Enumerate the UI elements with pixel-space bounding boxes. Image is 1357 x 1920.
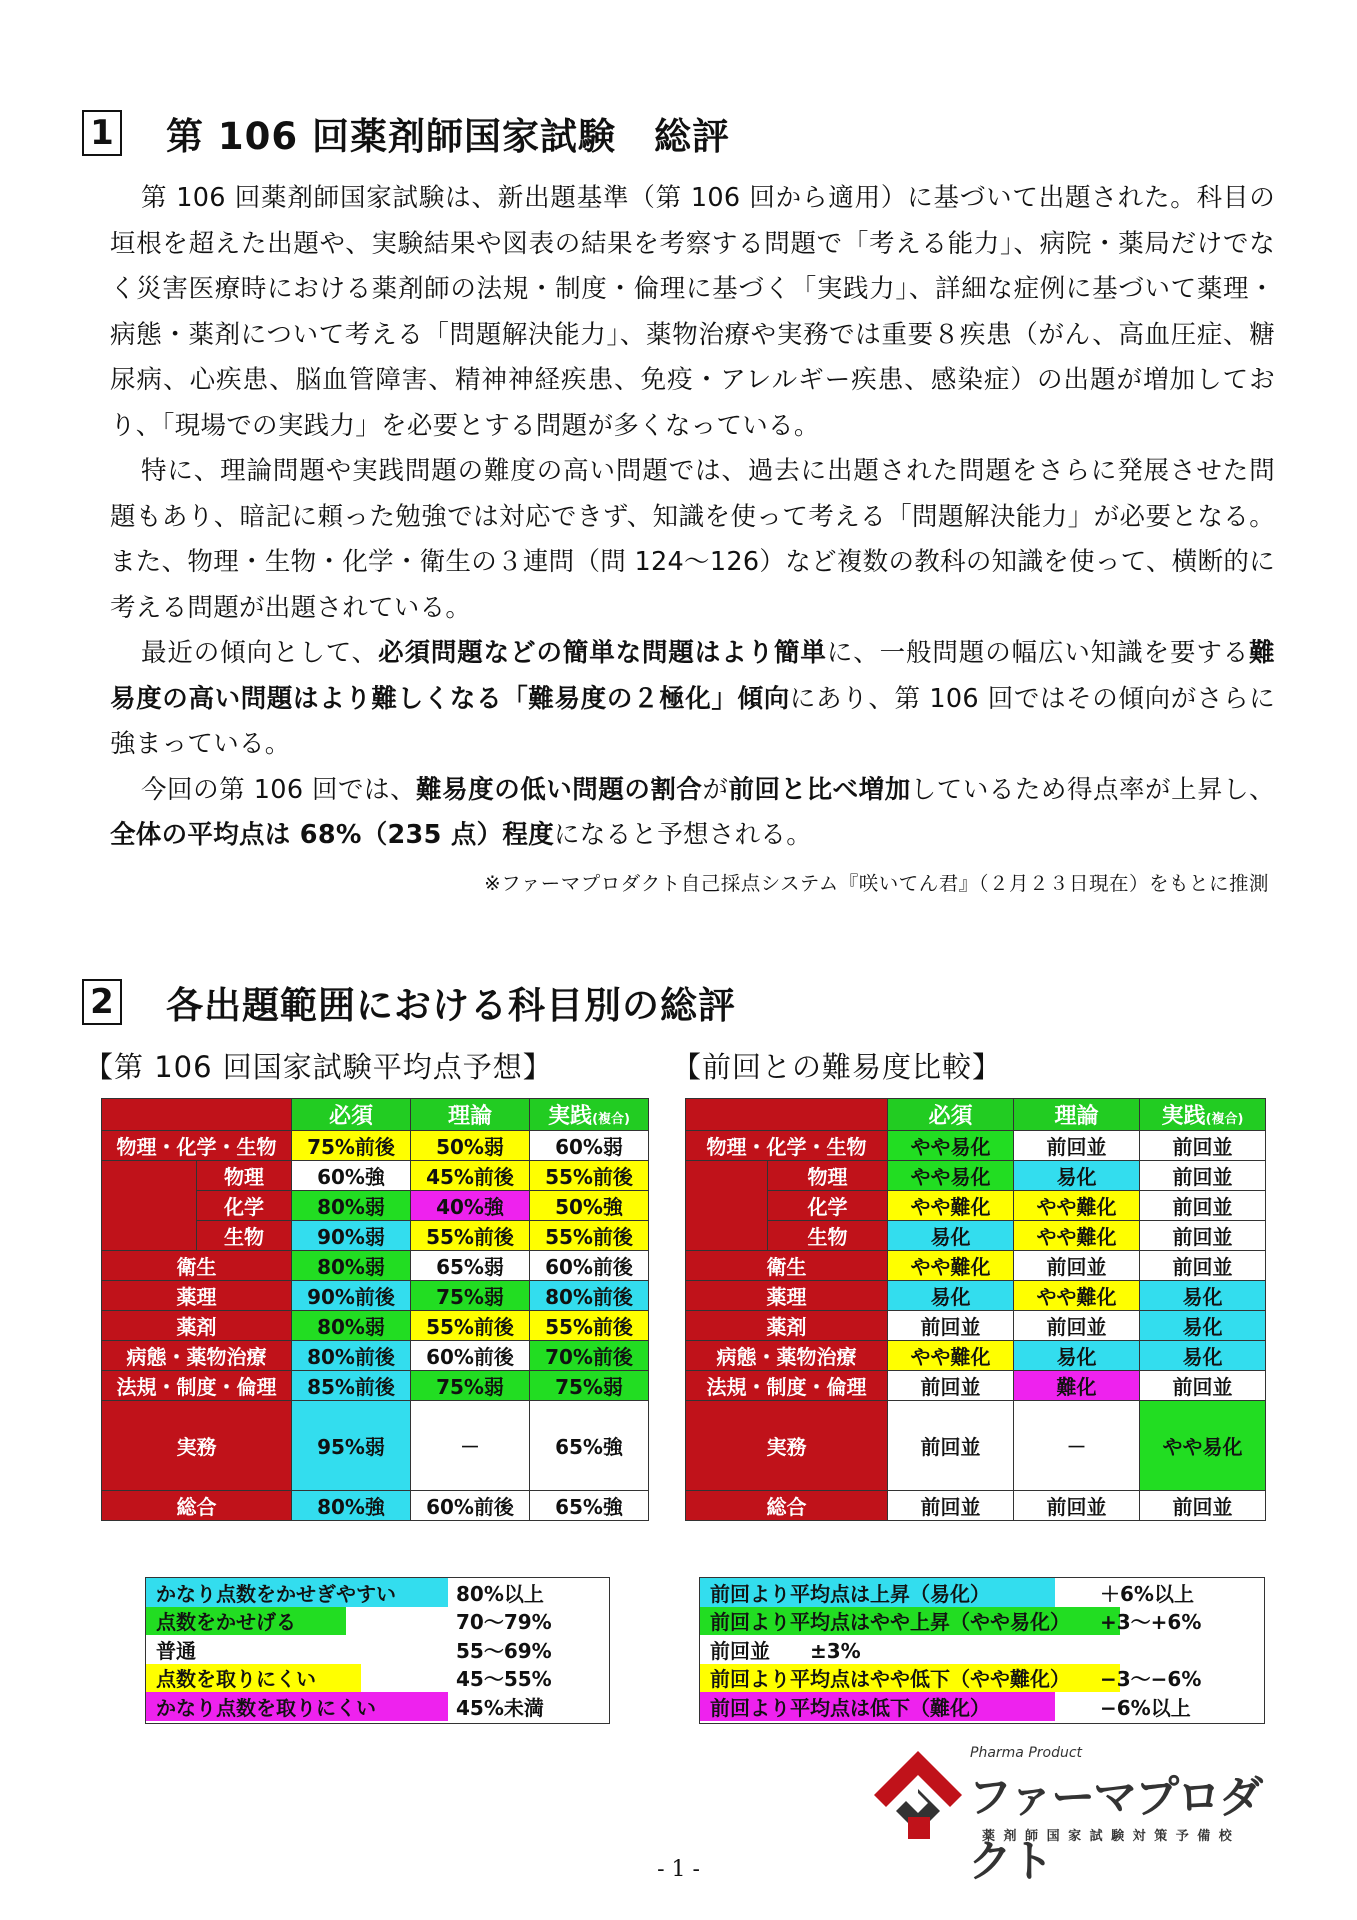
table-cell: 75%前後: [292, 1131, 411, 1161]
table-cell: やや難化: [1014, 1191, 1140, 1221]
body-text: 第 106 回薬剤師国家試験は、新出題基準（第 106 回から適用）に基づいて出題された。科目の垣根を超えた出題や、実験結果や図表の結果を考察する問題で「考える能力」、病院・薬局だけでなく災害医療時における薬剤師の法規・制度・倫理に基づく「実践力」、詳細な症例に基づいて薬理・病態・薬剤について考える「問題解決能力」、薬物治療や実務では重要８疾患（がん、高血圧症、糖尿病、心疾患、脳血管障害、精神神経疾患、免疫・アレルギー疾患、感染症）の出題が増加しており、「現場での実践力」を必要とする問題が多くなっている。: [110, 183, 1275, 441]
body-text: 特に、理論問題や実践問題の難度の高い問題では、過去に出題された問題をさらに発展させた問題もあり、暗記に頼った勉強では対応できず、知識を使って考える「問題解決能力」が必要となる。また、物理・生物・化学・衛生の３連問（問 124～126）など複数の教科の知識を使って、横断的に考える問題が出題されている。: [110, 456, 1275, 623]
table-cell: 75%弱: [530, 1371, 649, 1401]
table-cell: 60%前後: [530, 1251, 649, 1281]
logo-sub-text: 薬 剤 師 国 家 試 験 対 策 予 備 校: [982, 1829, 1234, 1844]
table-cell: 前回並: [1140, 1251, 1266, 1281]
header-blank: [686, 1099, 888, 1131]
table-row: [102, 1371, 649, 1401]
column-header: [411, 1099, 530, 1131]
table-cell: 前回並: [1140, 1191, 1266, 1221]
table-cell: 前回並: [888, 1371, 1014, 1401]
table-cell: 75%弱: [411, 1371, 530, 1401]
table-cell: やや難化: [1014, 1281, 1140, 1311]
table-cell: 80%弱: [292, 1311, 411, 1341]
table-cell: 55%前後: [530, 1311, 649, 1341]
table-cell: やや難化: [888, 1191, 1014, 1221]
row-label: 薬剤: [102, 1311, 292, 1341]
table-row: [686, 1191, 1266, 1221]
column-header: [1014, 1099, 1140, 1131]
legend-row: [700, 1664, 1264, 1693]
table-row: [102, 1131, 649, 1161]
legend-row: [700, 1692, 1264, 1721]
legend-row: [146, 1578, 609, 1607]
table-cell: 易化: [1140, 1281, 1266, 1311]
table-cell: 45%前後: [411, 1161, 530, 1191]
legend-value: ＋6%以上: [1100, 1581, 1194, 1606]
legend-label: 前回より平均点はやや低下（やや難化）: [700, 1664, 1120, 1693]
legend-label: 普通: [146, 1635, 196, 1664]
header-blank: [102, 1099, 292, 1131]
column-header: [292, 1099, 411, 1131]
section1-body: [110, 176, 1275, 859]
table-row: [102, 1401, 649, 1491]
legend-label: 前回より平均点はやや上昇（やや易化）: [700, 1607, 1120, 1636]
row-label: 物理: [768, 1161, 888, 1191]
row-label: 物理・化学・生物: [686, 1131, 888, 1161]
legend-label: 点数を取りにくい: [146, 1664, 361, 1693]
pharma-product-logo: [870, 1745, 1290, 1887]
section-number: 2: [82, 979, 122, 1025]
legend-row: [700, 1607, 1264, 1636]
table-cell: 55%前後: [530, 1221, 649, 1251]
page-number: - 1 -: [657, 1857, 700, 1882]
table-cell: 前回並: [1140, 1161, 1266, 1191]
difficulty-comparison-table: [685, 1098, 1266, 1521]
body-text: にあり、第 106 回ではその傾向がさらに強まっている。: [110, 683, 1275, 759]
table-row: [102, 1341, 649, 1371]
table-cell: 前回並: [888, 1311, 1014, 1341]
column-header-label: 理論: [447, 1104, 492, 1129]
table-row: [102, 1221, 649, 1251]
row-label: 病態・薬物治療: [102, 1341, 292, 1371]
legend-row: [700, 1578, 1264, 1607]
table-cell: 50%弱: [411, 1131, 530, 1161]
logo-main-text: ファーマプロダクト: [968, 1772, 1262, 1887]
table-cell: 易化: [1014, 1341, 1140, 1371]
table-cell: やや易化: [1140, 1401, 1266, 1491]
row-label: 物理・化学・生物: [102, 1131, 292, 1161]
table-cell: 前回並: [1014, 1251, 1140, 1281]
legend-value: −3～−6%: [1100, 1667, 1202, 1692]
table-row: [686, 1251, 1266, 1281]
table-row: [686, 1221, 1266, 1251]
table-cell: 85%前後: [292, 1371, 411, 1401]
legend-value: −6%以上: [1100, 1695, 1191, 1720]
row-label: 化学: [768, 1191, 888, 1221]
row-label: 物理: [197, 1161, 292, 1191]
column-header: [888, 1099, 1014, 1131]
table-cell: 前回並: [1014, 1131, 1140, 1161]
body-paragraph: [110, 768, 1275, 859]
legend-row: [146, 1607, 609, 1636]
column-header-suffix: (複合): [1205, 1112, 1244, 1127]
row-label: 総合: [686, 1491, 888, 1521]
table-cell: 難化: [1014, 1371, 1140, 1401]
table-cell: 65%強: [530, 1491, 649, 1521]
table-row: [102, 1491, 649, 1521]
left-table-title: 【第 106 回国家試験平均点予想】: [84, 1050, 553, 1084]
table-cell: 前回並: [1140, 1491, 1266, 1521]
row-group-spacer: [686, 1221, 768, 1251]
row-group-spacer: [686, 1191, 768, 1221]
logo-small-text: Pharma Product: [970, 1745, 1083, 1761]
column-header-suffix: (複合): [592, 1112, 630, 1127]
section-title: 第 106 回薬剤師国家試験 総評: [166, 115, 730, 158]
table-cell: やや易化: [888, 1131, 1014, 1161]
table-row: [102, 1251, 649, 1281]
body-text: に、一般問題の幅広い知識を要する: [826, 638, 1250, 668]
table-cell: 80%前後: [530, 1281, 649, 1311]
legend-value: 45%未満: [456, 1695, 544, 1720]
column-header-label: 実践: [548, 1104, 593, 1129]
table-cell: －: [1014, 1401, 1140, 1491]
row-label: 総合: [102, 1491, 292, 1521]
row-label: 実務: [686, 1401, 888, 1491]
table-row: [102, 1281, 649, 1311]
table-row: [102, 1191, 649, 1221]
table-cell: 55%前後: [411, 1221, 530, 1251]
row-label: 薬理: [102, 1281, 292, 1311]
table-cell: 80%強: [292, 1491, 411, 1521]
table-cell: 80%弱: [292, 1191, 411, 1221]
table-cell: やや難化: [888, 1341, 1014, 1371]
table-cell: 前回並: [1014, 1311, 1140, 1341]
table-cell: 50%強: [530, 1191, 649, 1221]
table-cell: 易化: [1140, 1311, 1266, 1341]
table-cell: 40%強: [411, 1191, 530, 1221]
table-cell: 前回並: [888, 1401, 1014, 1491]
table-cell: やや難化: [888, 1251, 1014, 1281]
emphasis-text: 前回と比べ増加: [728, 774, 911, 805]
right-table-title: 【前回との難易度比較】: [672, 1050, 1003, 1084]
table-cell: 55%前後: [411, 1311, 530, 1341]
row-label: 生物: [197, 1221, 292, 1251]
column-header-label: 必須: [328, 1104, 373, 1129]
table-cell: 95%弱: [292, 1401, 411, 1491]
table-cell: －: [411, 1401, 530, 1491]
emphasis-text: 難易度の低い問題の割合: [416, 774, 703, 805]
body-text: 今回の第 106 回では、: [141, 774, 417, 805]
row-label: 法規・制度・倫理: [102, 1371, 292, 1401]
emphasis-text: 難易度の高い問題はより難しくなる「難易度の２極化」傾向: [110, 638, 1275, 714]
row-label: 衛生: [686, 1251, 888, 1281]
row-label: 薬剤: [686, 1311, 888, 1341]
row-group-spacer: [686, 1161, 768, 1191]
table-row: [686, 1401, 1266, 1491]
legend-row: [146, 1692, 609, 1721]
emphasis-text: 必須問題などの簡単な問題はより簡単: [378, 638, 827, 668]
table-row: [102, 1161, 649, 1191]
column-header-label: 必須: [928, 1104, 973, 1129]
section2-heading: [82, 975, 736, 1029]
row-label: 衛生: [102, 1251, 292, 1281]
legend-row: [700, 1635, 1264, 1664]
legend-label: 点数をかせげる: [146, 1607, 346, 1636]
table-cell: 易化: [1140, 1341, 1266, 1371]
row-label: 法規・制度・倫理: [686, 1371, 888, 1401]
table-cell: やや難化: [1014, 1221, 1140, 1251]
legend-label: 前回より平均点は上昇（易化）: [700, 1578, 1055, 1607]
estimation-note: ※ファーマプロダクト自己採点システム『咲いてん君』（２月２３日現在）をもとに推測: [484, 872, 1269, 895]
table-cell: 70%前後: [530, 1341, 649, 1371]
legend-label: 前回より平均点は低下（難化）: [700, 1692, 1055, 1721]
table-row: [686, 1131, 1266, 1161]
table-cell: 前回並: [1014, 1491, 1140, 1521]
section1-heading: [82, 106, 730, 160]
table-cell: 55%前後: [530, 1161, 649, 1191]
table-cell: 60%強: [292, 1161, 411, 1191]
body-text: 最近の傾向として、: [141, 638, 379, 668]
legend-label: 前回並 ±3%: [700, 1635, 861, 1664]
table-row: [686, 1371, 1266, 1401]
table-cell: 易化: [888, 1281, 1014, 1311]
table-cell: 60%前後: [411, 1491, 530, 1521]
row-label: 化学: [197, 1191, 292, 1221]
score-legend: [145, 1577, 610, 1724]
emphasis-text: 全体の平均点は 68%（235 点）程度: [110, 820, 555, 850]
column-header-label: 理論: [1054, 1104, 1099, 1129]
table-row: [686, 1341, 1266, 1371]
average-score-table: [101, 1098, 649, 1521]
row-group-spacer: [102, 1221, 197, 1251]
section-number: 1: [82, 110, 122, 156]
table-row: [686, 1491, 1266, 1521]
table-cell: 90%弱: [292, 1221, 411, 1251]
table-row: [686, 1161, 1266, 1191]
legend-value: 70～79%: [456, 1610, 552, 1635]
table-cell: 90%前後: [292, 1281, 411, 1311]
legend-value: +3～+6%: [1100, 1610, 1202, 1635]
row-label: 薬理: [686, 1281, 888, 1311]
row-group-spacer: [102, 1191, 197, 1221]
table-row: [686, 1311, 1266, 1341]
column-header-label: 実践: [1161, 1104, 1206, 1129]
body-text: が: [702, 774, 729, 805]
table-cell: 前回並: [1140, 1371, 1266, 1401]
column-header: [530, 1099, 649, 1131]
row-label: 生物: [768, 1221, 888, 1251]
table-cell: 80%弱: [292, 1251, 411, 1281]
difficulty-legend: [699, 1577, 1265, 1724]
table-cell: 前回並: [1140, 1221, 1266, 1251]
body-paragraph: [110, 449, 1275, 631]
table-cell: 60%前後: [411, 1341, 530, 1371]
table-cell: やや易化: [888, 1161, 1014, 1191]
legend-row: [146, 1635, 609, 1664]
table-row: [102, 1311, 649, 1341]
column-header: [1140, 1099, 1266, 1131]
table-cell: 75%弱: [411, 1281, 530, 1311]
row-group-spacer: [102, 1161, 197, 1191]
section-title: 各出題範囲における科目別の総評: [166, 984, 736, 1027]
body-paragraph: [110, 176, 1275, 449]
legend-label: かなり点数をかせぎやすい: [146, 1578, 448, 1607]
body-text: しているため得点率が上昇し、: [910, 774, 1275, 805]
table-cell: 前回並: [1140, 1131, 1266, 1161]
row-label: 実務: [102, 1401, 292, 1491]
table-cell: 易化: [1014, 1161, 1140, 1191]
table-cell: 60%弱: [530, 1131, 649, 1161]
table-row: [686, 1281, 1266, 1311]
legend-label: かなり点数を取りにくい: [146, 1692, 448, 1721]
body-paragraph: [110, 631, 1275, 768]
table-cell: 易化: [888, 1221, 1014, 1251]
legend-row: [146, 1664, 609, 1693]
row-label: 病態・薬物治療: [686, 1341, 888, 1371]
body-text: になると予想される。: [554, 820, 813, 850]
table-cell: 65%弱: [411, 1251, 530, 1281]
table-cell: 65%強: [530, 1401, 649, 1491]
legend-value: 55～69%: [456, 1638, 552, 1663]
table-cell: 前回並: [888, 1491, 1014, 1521]
legend-value: 45～55%: [456, 1667, 552, 1692]
legend-value: 80%以上: [456, 1581, 544, 1606]
table-cell: 80%前後: [292, 1341, 411, 1371]
